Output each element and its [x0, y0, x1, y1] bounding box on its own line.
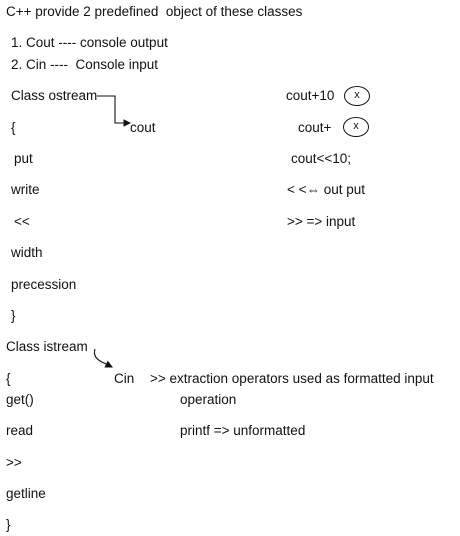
list-item-cin: 2. Cin ---- Console input: [11, 57, 159, 72]
ostream-member-width: width: [11, 245, 43, 260]
istream-member-getline: getline: [6, 486, 46, 501]
ostream-to-cout-arrow-icon: [97, 96, 130, 123]
cin-note-extraction: >> extraction operators used as formatted input: [150, 371, 434, 386]
cross-mark-icon: x: [344, 86, 370, 106]
cin-note-printf: printf => unformatted: [180, 423, 306, 438]
istream-class-line: Class istream: [6, 339, 88, 354]
ostream-member-insertion: <<: [14, 214, 30, 229]
istream-member-extraction: >>: [6, 455, 22, 470]
ostream-target-cout: cout: [130, 120, 156, 135]
ostream-member-precession: precession: [11, 277, 77, 292]
istream-close-brace: }: [6, 517, 11, 532]
istream-to-cin-arrow-icon: [94, 349, 112, 367]
cout-note-insert10: cout<<10;: [291, 151, 352, 166]
istream-open-brace: {: [6, 371, 11, 386]
cout-note-plus10: cout+10: [286, 88, 335, 103]
ostream-member-write: write: [11, 182, 40, 197]
cin-note-operation: operation: [180, 392, 237, 407]
cout-note-output: < <⇔ out put: [287, 182, 366, 197]
ostream-open-brace: {: [11, 120, 16, 135]
ostream-close-brace: }: [11, 308, 16, 323]
istream-member-read: read: [6, 423, 34, 438]
cout-note-input: >> => input: [287, 214, 356, 229]
cross-mark-icon: x: [343, 117, 369, 137]
list-item-cout: 1. Cout ---- console output: [11, 35, 168, 50]
istream-member-get: get(): [6, 392, 34, 407]
ostream-member-put: put: [14, 151, 33, 166]
ostream-class-line: Class ostream: [11, 88, 98, 103]
istream-target-cin: Cin: [114, 371, 135, 386]
page-heading: C++ provide 2 predefined object of these classes: [6, 4, 303, 19]
cout-note-plus: cout+: [298, 120, 332, 135]
